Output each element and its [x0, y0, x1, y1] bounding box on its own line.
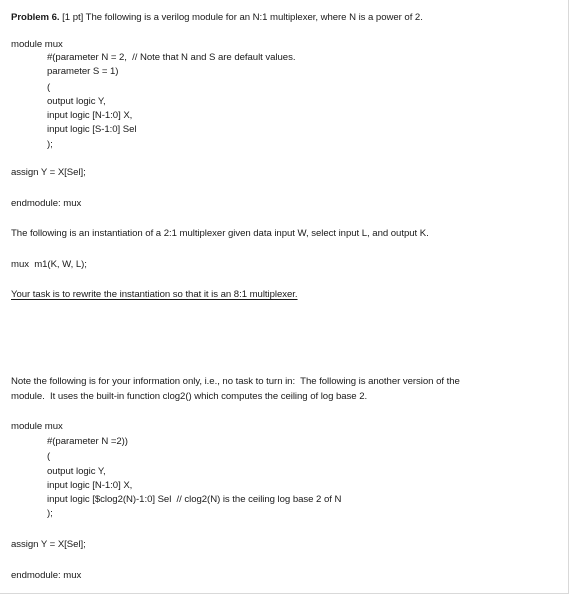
problem-statement: [1 pt] The following is a verilog module for an N:1 multiplexer, where N is a power of 2.: [59, 12, 423, 23]
instantiation-intro: The following is an instantiation of a 2:1 multiplexer given data input W, select input L, and output K.: [11, 228, 429, 239]
code2-open-paren: (: [47, 451, 51, 462]
code2-module-line: module mux: [11, 421, 63, 432]
problem-heading: [11, 12, 423, 23]
task-statement: Your task is to rewrite the instantiation so that it is an 8:1 multiplexer.: [11, 289, 298, 300]
code1-close-line: );: [47, 139, 53, 150]
code1-param-n-line: #(parameter N = 2, // Note that N and S are default values.: [47, 52, 296, 63]
code2-assign-line: assign Y = X[Sel];: [11, 539, 86, 550]
code2-input-x-line: input logic [N-1:0] X,: [47, 480, 133, 491]
instantiation-code: mux m1(K, W, L);: [11, 259, 87, 270]
note-line-2: module. It uses the built-in function clog2() which computes the ceiling of log base 2.: [11, 391, 368, 402]
code1-endmodule-line: endmodule: mux: [11, 198, 82, 209]
code2-output-line: output logic Y,: [47, 466, 106, 477]
note-line-1: Note the following is for your information only, i.e., no task to turn in: The following is another version of the: [11, 376, 460, 387]
code1-module-line: module mux: [11, 39, 63, 50]
code1-input-x-line: input logic [N-1:0] X,: [47, 110, 133, 121]
code1-param-s-line: parameter S = 1): [47, 66, 119, 77]
code2-endmodule-line: endmodule: mux: [11, 570, 82, 581]
code2-close-line: );: [47, 508, 53, 519]
code2-param-n-line: #(parameter N =2)): [47, 436, 128, 447]
code2-input-sel-line: input logic [$clog2(N)-1:0] Sel // clog2(N) is the ceiling log base 2 of N: [47, 494, 342, 505]
code1-input-sel-line: input logic [S-1:0] Sel: [47, 124, 137, 135]
code1-output-line: output logic Y,: [47, 96, 106, 107]
code1-open-paren: (: [47, 82, 51, 93]
problem-label: Problem 6.: [11, 12, 60, 23]
code1-assign-line: assign Y = X[Sel];: [11, 167, 86, 178]
